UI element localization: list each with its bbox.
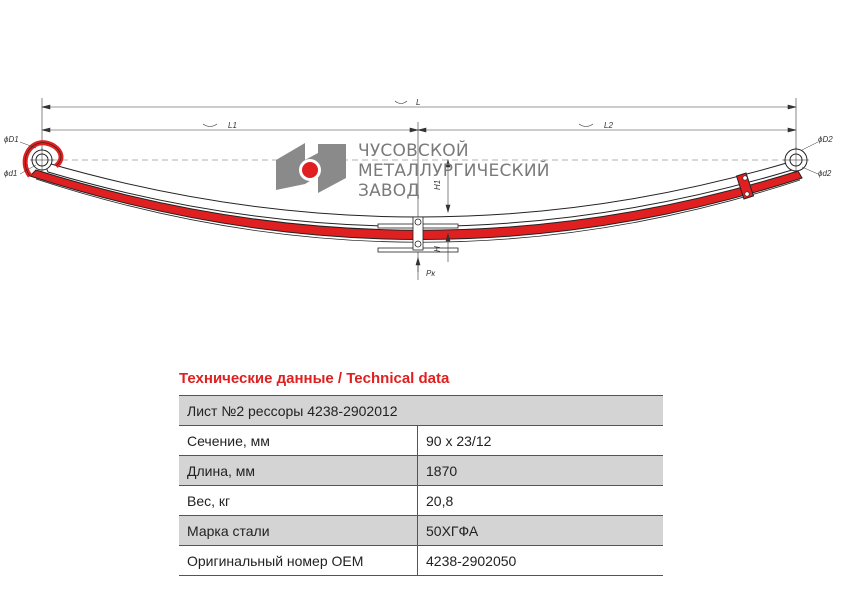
table-row (179, 486, 663, 516)
technical-data-title: Технические данные / Technical data (179, 370, 450, 387)
table-row (179, 456, 663, 486)
table-row (179, 546, 663, 576)
row-label: Оригинальный номер OEM (179, 546, 418, 576)
dim-d2-outer-label: ϕD2 (818, 135, 833, 144)
logo-line-3: ЗАВОД (358, 181, 420, 201)
row-value: 1870 (418, 456, 664, 486)
load-pk-label: Pк (426, 269, 436, 278)
row-value: 90 x 23/12 (418, 426, 664, 456)
company-logo (276, 139, 550, 201)
row-label: Сечение, мм (179, 426, 418, 456)
row-label: Длина, мм (179, 456, 418, 486)
row-value: 50ХГФА (418, 516, 664, 546)
dim-l-label: L (416, 98, 421, 107)
dim-h-label: H (433, 246, 442, 252)
row-label: Марка стали (179, 516, 418, 546)
spec-table (179, 395, 663, 576)
dim-l1-label: L1 (228, 121, 237, 130)
dim-d1-outer-label: ϕD1 (4, 135, 19, 144)
table-row (179, 426, 663, 456)
dim-l2-label: L2 (604, 121, 613, 130)
part-name-cell: Лист №2 рессоры 4238-2902012 (179, 396, 663, 426)
table-row (179, 516, 663, 546)
dim-h1-label: H1 (433, 179, 442, 190)
row-label: Вес, кг (179, 486, 418, 516)
dim-d2-inner-label: ϕd2 (818, 169, 832, 178)
row-value: 4238-2902050 (418, 546, 664, 576)
logo-line-1: ЧУСОВСКОЙ (358, 141, 469, 161)
logo-line-2: МЕТАЛЛУРГИЧЕСКИЙ (358, 161, 550, 181)
row-value: 20,8 (418, 486, 664, 516)
dim-d1-inner-label: ϕd1 (4, 169, 18, 178)
table-header-row (179, 396, 663, 426)
